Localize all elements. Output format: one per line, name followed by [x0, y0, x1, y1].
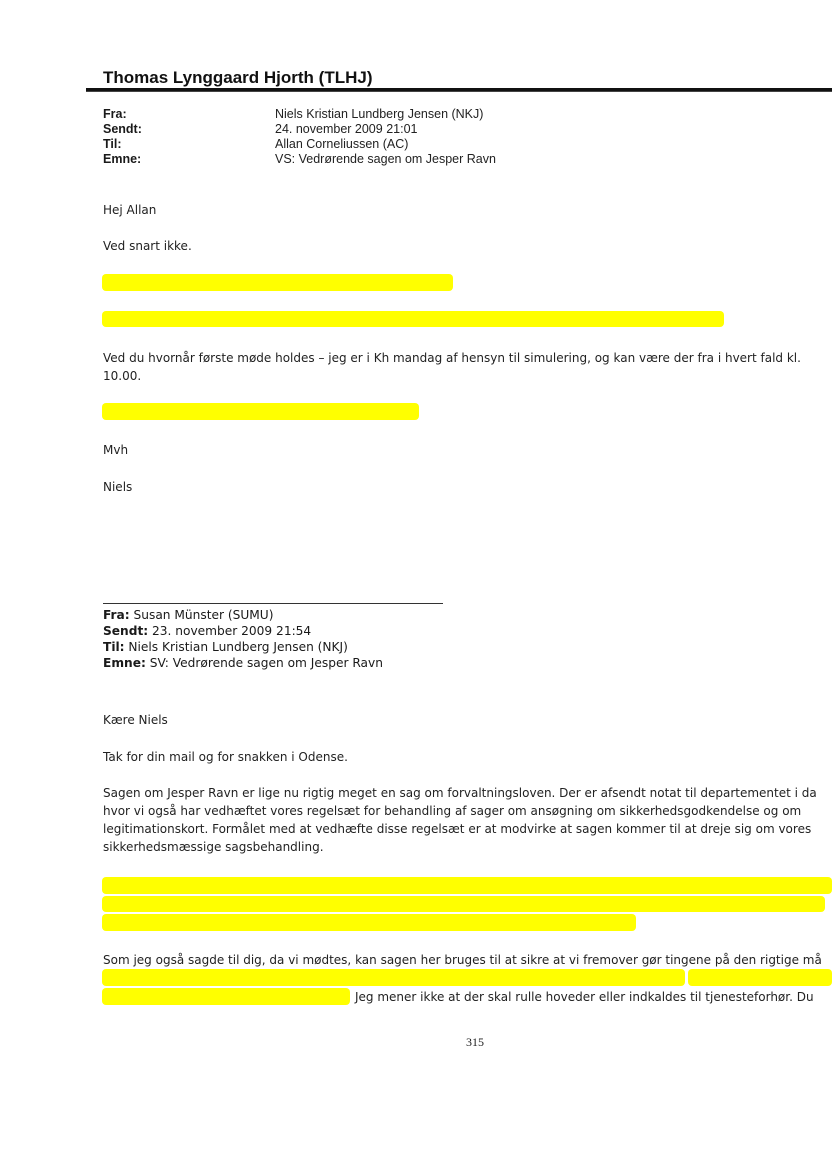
header-subject-value: VS: Vedrørende sagen om Jesper Ravn	[275, 152, 496, 166]
redaction-highlight	[102, 896, 825, 912]
fwd-para-line: sikkerhedsmæssige sagsbehandling.	[103, 840, 324, 854]
redaction-highlight	[102, 969, 685, 986]
fwd-to-value: Niels Kristian Lundberg Jensen (NKJ)	[124, 640, 348, 654]
fwd-last-line1: Som jeg også sagde til dig, da vi mødtes, kan sagen her bruges til at sikre at vi fremover gør tingene på den rigtige må	[103, 953, 822, 967]
reply-line: Ved snart ikke.	[103, 239, 192, 253]
header-to-value: Allan Corneliussen (AC)	[275, 137, 409, 151]
fwd-sent-label: Sendt:	[103, 624, 149, 638]
reply-signature: Niels	[103, 480, 133, 494]
fwd-para-line: legitimationskort. Formålet med at vedhæfte disse regelsæt er at modvirke at sagen kommer til at dreje sig om vores	[103, 822, 812, 836]
fwd-from-label: Fra:	[103, 608, 130, 622]
reply-closing: Mvh	[103, 443, 129, 457]
fwd-from	[103, 607, 273, 623]
reply-question-line1: Ved du hvornår første møde holdes – jeg er i Kh mandag af hensyn til simulering, og kan være der fra i hvert fald kl.	[103, 351, 801, 365]
header-from-label: Fra:	[103, 107, 127, 121]
redaction-highlight	[102, 274, 453, 291]
fwd-subject-label: Emne:	[103, 656, 146, 670]
fwd-last-line3: Jeg mener ikke at der skal rulle hoveder eller indkaldes til tjenesteforhør. Du	[355, 990, 814, 1004]
header-sent-value: 24. november 2009 21:01	[275, 122, 418, 136]
redaction-highlight	[102, 403, 419, 420]
document-title: Thomas Lynggaard Hjorth (TLHJ)	[103, 68, 373, 87]
fwd-subject-value: SV: Vedrørende sagen om Jesper Ravn	[145, 656, 383, 670]
fwd-sent-value: 23. november 2009 21:54	[148, 624, 312, 638]
header-to-label: Til:	[103, 137, 122, 151]
fwd-to	[103, 639, 348, 655]
redaction-highlight	[102, 988, 350, 1005]
fwd-from-value: Susan Münster (SUMU)	[129, 608, 274, 622]
title-underline-thin	[86, 91, 832, 92]
reply-question-line2: 10.00.	[103, 369, 142, 383]
redaction-highlight	[102, 311, 724, 327]
reply-greeting: Hej Allan	[103, 203, 157, 217]
fwd-greeting: Kære Niels	[103, 713, 168, 727]
forward-divider	[103, 603, 443, 604]
header-from-value: Niels Kristian Lundberg Jensen (NKJ)	[275, 107, 484, 121]
page-number: 315	[466, 1035, 484, 1049]
fwd-to-label: Til:	[103, 640, 125, 654]
header-sent-label: Sendt:	[103, 122, 142, 136]
fwd-subject	[103, 655, 383, 671]
fwd-para-line: Sagen om Jesper Ravn er lige nu rigtig meget en sag om forvaltningsloven. Der er afsendt notat til departementet i da	[103, 786, 817, 800]
redaction-highlight	[102, 877, 832, 894]
fwd-line: Tak for din mail og for snakken i Odense.	[103, 750, 348, 764]
header-subject-label: Emne:	[103, 152, 142, 166]
redaction-highlight	[102, 914, 636, 931]
redaction-highlight	[688, 969, 832, 986]
fwd-para-line: hvor vi også har vedhæftet vores regelsæt for behandling af sager om ansøgning om sikkerhedsgodkendelse og om	[103, 804, 802, 818]
fwd-sent	[103, 623, 311, 639]
